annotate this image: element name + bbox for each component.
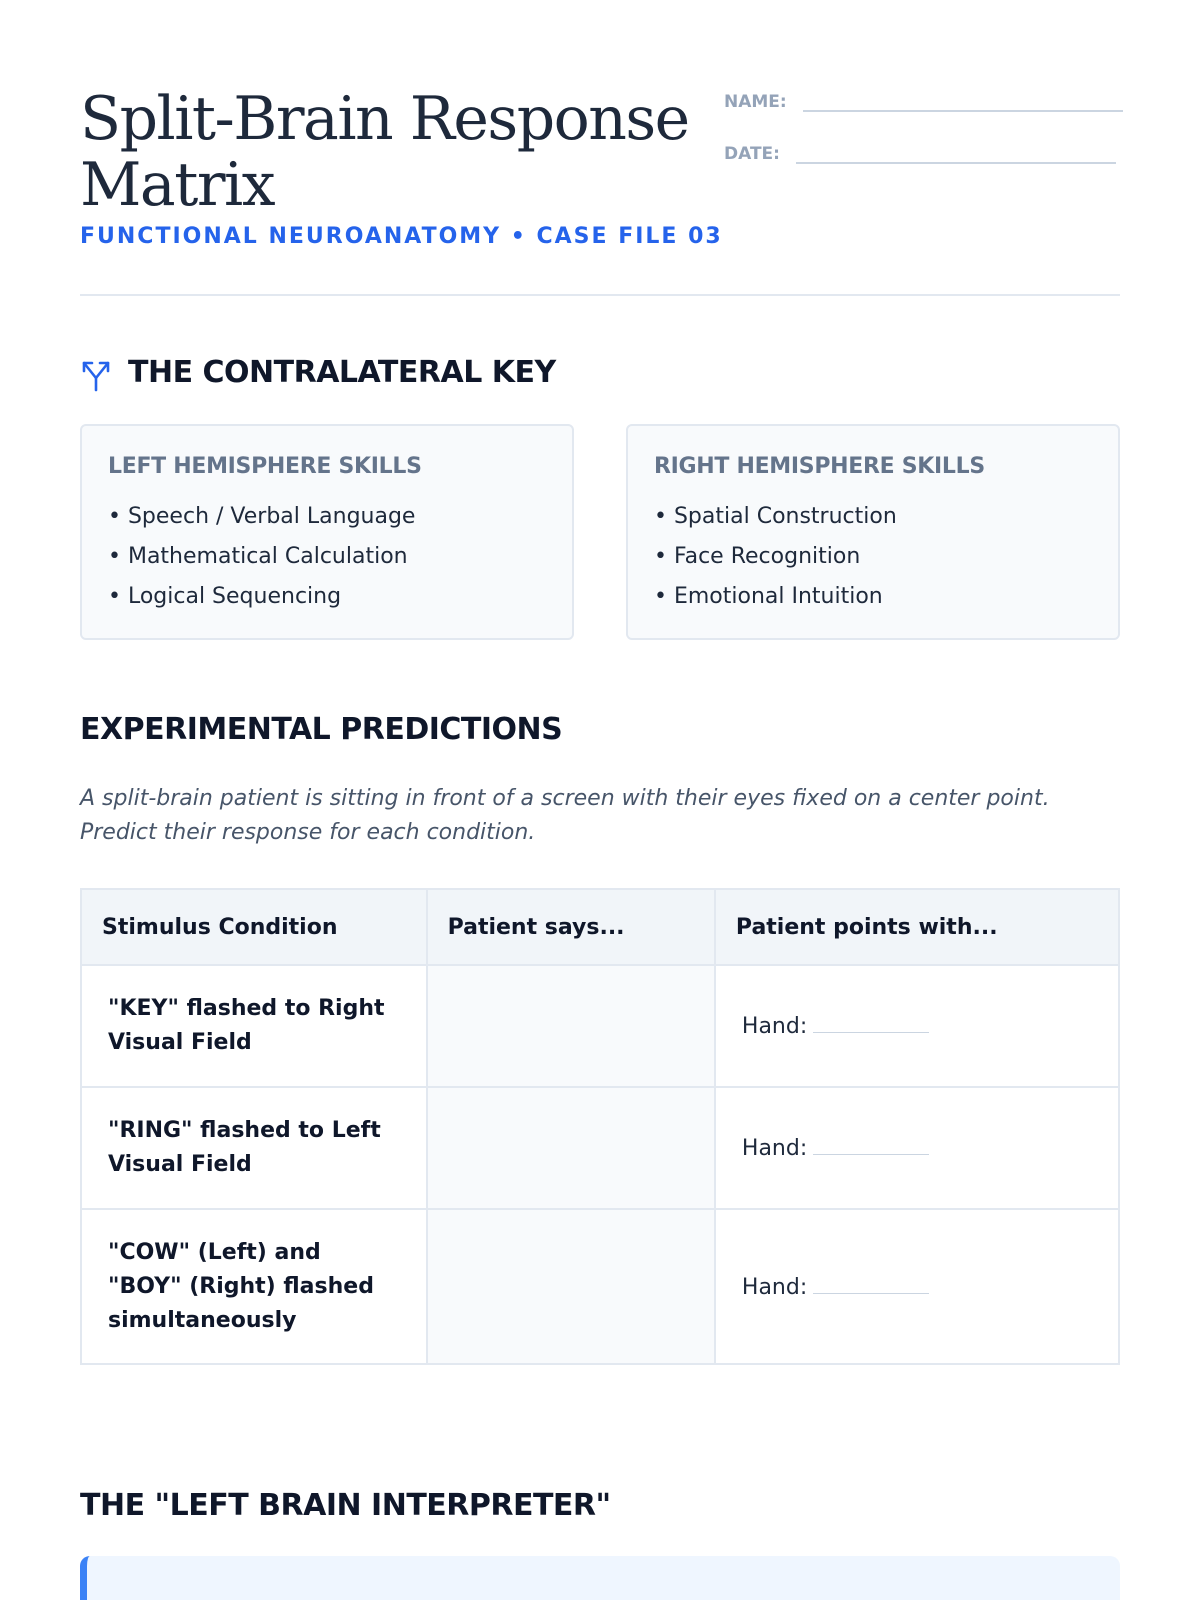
right-skill-item: • Emotional Intuition	[654, 584, 883, 609]
contralateral-key-heading: THE CONTRALATERAL KEY	[128, 355, 556, 390]
name-label: NAME:	[724, 92, 787, 112]
hand-label: Hand:	[741, 1136, 808, 1161]
predictions-table	[80, 888, 1120, 1365]
patient-points-cell	[715, 1209, 1119, 1364]
left-skill-item: • Logical Sequencing	[108, 584, 342, 609]
interpreter-callout-box	[80, 1556, 1120, 1600]
split-arrows-icon	[80, 358, 112, 392]
worksheet-header	[80, 80, 1120, 296]
left-skill-item: • Speech / Verbal Language	[108, 504, 416, 529]
left-hemisphere-title: LEFT HEMISPHERE SKILLS	[108, 454, 422, 479]
hand-answer-line[interactable]	[813, 1135, 929, 1155]
hand-answer-line[interactable]	[813, 1013, 929, 1033]
left-hemisphere-card	[80, 424, 574, 640]
date-line[interactable]	[796, 142, 1116, 164]
stimulus-condition-cell: "KEY" flashed to Right Visual Field	[81, 965, 427, 1087]
date-field[interactable]	[724, 142, 1116, 164]
stimulus-condition-cell: "COW" (Left) and "BOY" (Right) flashed simultaneously	[81, 1209, 427, 1364]
hand-label: Hand:	[741, 1014, 808, 1039]
experimental-predictions-heading: EXPERIMENTAL PREDICTIONS	[80, 712, 563, 747]
table-row	[81, 965, 1119, 1087]
hand-label: Hand:	[741, 1274, 808, 1300]
left-brain-interpreter-heading: THE "LEFT BRAIN INTERPRETER"	[80, 1488, 611, 1523]
patient-says-answer-cell[interactable]	[427, 965, 715, 1087]
name-line[interactable]	[803, 90, 1123, 112]
name-field[interactable]	[724, 90, 1123, 112]
right-hemisphere-title: RIGHT HEMISPHERE SKILLS	[654, 454, 985, 479]
table-row	[81, 1209, 1119, 1364]
stimulus-condition-cell: "RING" flashed to Left Visual Field	[81, 1087, 427, 1209]
column-header: Patient points with...	[715, 889, 1119, 965]
patient-points-cell	[715, 965, 1119, 1087]
patient-says-answer-cell[interactable]	[427, 1209, 715, 1364]
page-title: Split-Brain Response Matrix	[80, 84, 689, 220]
column-header: Patient says...	[427, 889, 715, 965]
page-subtitle: FUNCTIONAL NEUROANATOMY • CASE FILE 03	[80, 224, 723, 249]
table-row	[81, 1087, 1119, 1209]
column-header: Stimulus Condition	[81, 889, 427, 965]
hand-answer-line[interactable]	[813, 1274, 929, 1294]
table-header-row	[81, 889, 1119, 965]
patient-says-answer-cell[interactable]	[427, 1087, 715, 1209]
right-skill-item: • Face Recognition	[654, 544, 861, 569]
date-label: DATE:	[724, 144, 780, 164]
right-skill-item: • Spatial Construction	[654, 504, 897, 529]
patient-points-cell	[715, 1087, 1119, 1209]
left-skill-item: • Mathematical Calculation	[108, 544, 408, 569]
right-hemisphere-card	[626, 424, 1120, 640]
predictions-intro: A split-brain patient is sitting in front of a screen with their eyes fixed on a center point. Predict their response for each condition.	[80, 786, 1050, 845]
worksheet-page	[80, 0, 1120, 1600]
